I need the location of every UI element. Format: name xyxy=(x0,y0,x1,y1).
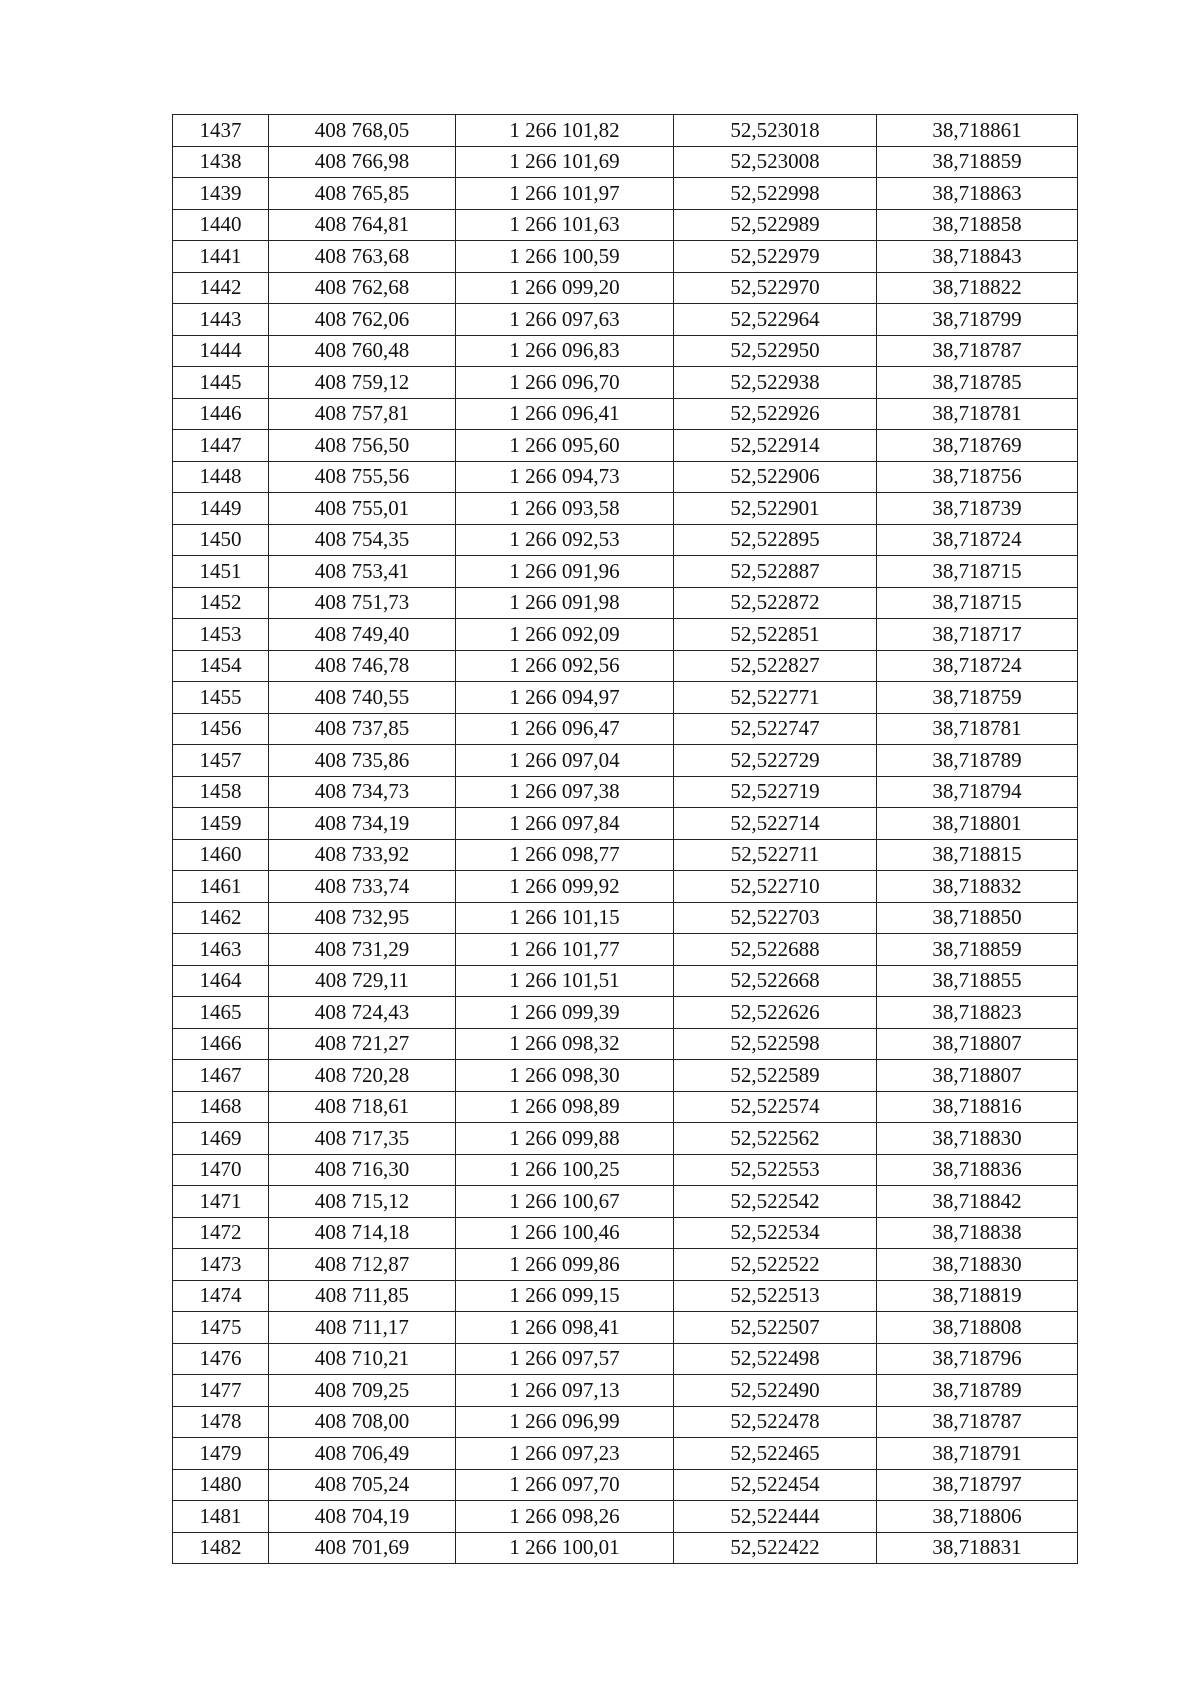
table-row xyxy=(173,1406,1078,1438)
x-coordinate-cell: 408 754,35 xyxy=(269,524,456,556)
y-coordinate-cell: 1 266 091,96 xyxy=(456,556,674,588)
latitude-cell: 52,522668 xyxy=(674,965,877,997)
table-row xyxy=(173,1438,1078,1470)
longitude-cell: 38,718789 xyxy=(877,745,1078,777)
longitude-cell: 38,718808 xyxy=(877,1312,1078,1344)
longitude-cell: 38,718756 xyxy=(877,461,1078,493)
x-coordinate-cell: 408 716,30 xyxy=(269,1154,456,1186)
latitude-cell: 52,522626 xyxy=(674,997,877,1029)
point-number-cell: 1450 xyxy=(173,524,269,556)
point-number-cell: 1445 xyxy=(173,367,269,399)
y-coordinate-cell: 1 266 092,53 xyxy=(456,524,674,556)
table-row xyxy=(173,808,1078,840)
y-coordinate-cell: 1 266 097,57 xyxy=(456,1343,674,1375)
latitude-cell: 52,522719 xyxy=(674,776,877,808)
table-row xyxy=(173,1154,1078,1186)
y-coordinate-cell: 1 266 097,70 xyxy=(456,1469,674,1501)
point-number-cell: 1474 xyxy=(173,1280,269,1312)
y-coordinate-cell: 1 266 100,46 xyxy=(456,1217,674,1249)
latitude-cell: 52,522465 xyxy=(674,1438,877,1470)
latitude-cell: 52,522979 xyxy=(674,241,877,273)
point-number-cell: 1462 xyxy=(173,902,269,934)
x-coordinate-cell: 408 759,12 xyxy=(269,367,456,399)
longitude-cell: 38,718801 xyxy=(877,808,1078,840)
y-coordinate-cell: 1 266 098,30 xyxy=(456,1060,674,1092)
point-number-cell: 1455 xyxy=(173,682,269,714)
y-coordinate-cell: 1 266 094,97 xyxy=(456,682,674,714)
latitude-cell: 52,522914 xyxy=(674,430,877,462)
longitude-cell: 38,718724 xyxy=(877,650,1078,682)
table-row xyxy=(173,493,1078,525)
point-number-cell: 1472 xyxy=(173,1217,269,1249)
y-coordinate-cell: 1 266 097,13 xyxy=(456,1375,674,1407)
point-number-cell: 1480 xyxy=(173,1469,269,1501)
latitude-cell: 52,522714 xyxy=(674,808,877,840)
table-row xyxy=(173,619,1078,651)
table-row xyxy=(173,1123,1078,1155)
point-number-cell: 1461 xyxy=(173,871,269,903)
y-coordinate-cell: 1 266 097,63 xyxy=(456,304,674,336)
latitude-cell: 52,522454 xyxy=(674,1469,877,1501)
longitude-cell: 38,718830 xyxy=(877,1123,1078,1155)
table-row xyxy=(173,997,1078,1029)
point-number-cell: 1476 xyxy=(173,1343,269,1375)
x-coordinate-cell: 408 714,18 xyxy=(269,1217,456,1249)
y-coordinate-cell: 1 266 098,77 xyxy=(456,839,674,871)
point-number-cell: 1471 xyxy=(173,1186,269,1218)
latitude-cell: 52,523018 xyxy=(674,115,877,147)
table-row xyxy=(173,934,1078,966)
table-row xyxy=(173,839,1078,871)
x-coordinate-cell: 408 706,49 xyxy=(269,1438,456,1470)
y-coordinate-cell: 1 266 100,59 xyxy=(456,241,674,273)
x-coordinate-cell: 408 734,73 xyxy=(269,776,456,808)
table-row xyxy=(173,272,1078,304)
x-coordinate-cell: 408 764,81 xyxy=(269,209,456,241)
longitude-cell: 38,718715 xyxy=(877,556,1078,588)
table-row xyxy=(173,1312,1078,1344)
latitude-cell: 52,522970 xyxy=(674,272,877,304)
table-row xyxy=(173,524,1078,556)
x-coordinate-cell: 408 718,61 xyxy=(269,1091,456,1123)
latitude-cell: 52,522490 xyxy=(674,1375,877,1407)
longitude-cell: 38,718859 xyxy=(877,934,1078,966)
y-coordinate-cell: 1 266 092,09 xyxy=(456,619,674,651)
latitude-cell: 52,522895 xyxy=(674,524,877,556)
y-coordinate-cell: 1 266 097,04 xyxy=(456,745,674,777)
table-row xyxy=(173,965,1078,997)
x-coordinate-cell: 408 711,85 xyxy=(269,1280,456,1312)
x-coordinate-cell: 408 701,69 xyxy=(269,1532,456,1564)
longitude-cell: 38,718715 xyxy=(877,587,1078,619)
table-row xyxy=(173,1186,1078,1218)
point-number-cell: 1456 xyxy=(173,713,269,745)
y-coordinate-cell: 1 266 099,88 xyxy=(456,1123,674,1155)
y-coordinate-cell: 1 266 101,15 xyxy=(456,902,674,934)
y-coordinate-cell: 1 266 101,77 xyxy=(456,934,674,966)
table-row xyxy=(173,398,1078,430)
y-coordinate-cell: 1 266 092,56 xyxy=(456,650,674,682)
longitude-cell: 38,718724 xyxy=(877,524,1078,556)
x-coordinate-cell: 408 709,25 xyxy=(269,1375,456,1407)
x-coordinate-cell: 408 763,68 xyxy=(269,241,456,273)
longitude-cell: 38,718836 xyxy=(877,1154,1078,1186)
point-number-cell: 1440 xyxy=(173,209,269,241)
latitude-cell: 52,522534 xyxy=(674,1217,877,1249)
y-coordinate-cell: 1 266 097,84 xyxy=(456,808,674,840)
y-coordinate-cell: 1 266 101,63 xyxy=(456,209,674,241)
x-coordinate-cell: 408 755,56 xyxy=(269,461,456,493)
table-row xyxy=(173,115,1078,147)
table-row xyxy=(173,1028,1078,1060)
table-row xyxy=(173,1217,1078,1249)
y-coordinate-cell: 1 266 099,92 xyxy=(456,871,674,903)
table-row xyxy=(173,304,1078,336)
table-row xyxy=(173,902,1078,934)
y-coordinate-cell: 1 266 098,26 xyxy=(456,1501,674,1533)
table-row xyxy=(173,1343,1078,1375)
longitude-cell: 38,718858 xyxy=(877,209,1078,241)
x-coordinate-cell: 408 732,95 xyxy=(269,902,456,934)
longitude-cell: 38,718799 xyxy=(877,304,1078,336)
latitude-cell: 52,522729 xyxy=(674,745,877,777)
latitude-cell: 52,522589 xyxy=(674,1060,877,1092)
x-coordinate-cell: 408 762,68 xyxy=(269,272,456,304)
longitude-cell: 38,718796 xyxy=(877,1343,1078,1375)
longitude-cell: 38,718781 xyxy=(877,398,1078,430)
point-number-cell: 1449 xyxy=(173,493,269,525)
point-number-cell: 1466 xyxy=(173,1028,269,1060)
table-row xyxy=(173,1469,1078,1501)
latitude-cell: 52,522553 xyxy=(674,1154,877,1186)
x-coordinate-cell: 408 762,06 xyxy=(269,304,456,336)
table-row xyxy=(173,745,1078,777)
latitude-cell: 52,522688 xyxy=(674,934,877,966)
x-coordinate-cell: 408 704,19 xyxy=(269,1501,456,1533)
point-number-cell: 1444 xyxy=(173,335,269,367)
point-number-cell: 1464 xyxy=(173,965,269,997)
y-coordinate-cell: 1 266 096,70 xyxy=(456,367,674,399)
y-coordinate-cell: 1 266 099,39 xyxy=(456,997,674,1029)
point-number-cell: 1477 xyxy=(173,1375,269,1407)
y-coordinate-cell: 1 266 101,82 xyxy=(456,115,674,147)
point-number-cell: 1438 xyxy=(173,146,269,178)
x-coordinate-cell: 408 760,48 xyxy=(269,335,456,367)
latitude-cell: 52,522507 xyxy=(674,1312,877,1344)
point-number-cell: 1439 xyxy=(173,178,269,210)
latitude-cell: 52,522989 xyxy=(674,209,877,241)
longitude-cell: 38,718842 xyxy=(877,1186,1078,1218)
latitude-cell: 52,522771 xyxy=(674,682,877,714)
point-number-cell: 1446 xyxy=(173,398,269,430)
x-coordinate-cell: 408 740,55 xyxy=(269,682,456,714)
x-coordinate-cell: 408 711,17 xyxy=(269,1312,456,1344)
table-row xyxy=(173,461,1078,493)
table-row xyxy=(173,871,1078,903)
x-coordinate-cell: 408 708,00 xyxy=(269,1406,456,1438)
x-coordinate-cell: 408 755,01 xyxy=(269,493,456,525)
latitude-cell: 52,522542 xyxy=(674,1186,877,1218)
x-coordinate-cell: 408 733,92 xyxy=(269,839,456,871)
x-coordinate-cell: 408 765,85 xyxy=(269,178,456,210)
point-number-cell: 1482 xyxy=(173,1532,269,1564)
longitude-cell: 38,718850 xyxy=(877,902,1078,934)
table-row xyxy=(173,1532,1078,1564)
latitude-cell: 52,522478 xyxy=(674,1406,877,1438)
table-row xyxy=(173,367,1078,399)
table-row xyxy=(173,713,1078,745)
point-number-cell: 1470 xyxy=(173,1154,269,1186)
longitude-cell: 38,718789 xyxy=(877,1375,1078,1407)
longitude-cell: 38,718787 xyxy=(877,1406,1078,1438)
longitude-cell: 38,718807 xyxy=(877,1028,1078,1060)
table-row xyxy=(173,1280,1078,1312)
y-coordinate-cell: 1 266 100,25 xyxy=(456,1154,674,1186)
table-row xyxy=(173,1091,1078,1123)
y-coordinate-cell: 1 266 093,58 xyxy=(456,493,674,525)
latitude-cell: 52,522710 xyxy=(674,871,877,903)
point-number-cell: 1463 xyxy=(173,934,269,966)
longitude-cell: 38,718816 xyxy=(877,1091,1078,1123)
latitude-cell: 52,522887 xyxy=(674,556,877,588)
x-coordinate-cell: 408 746,78 xyxy=(269,650,456,682)
point-number-cell: 1460 xyxy=(173,839,269,871)
latitude-cell: 52,522562 xyxy=(674,1123,877,1155)
longitude-cell: 38,718806 xyxy=(877,1501,1078,1533)
table-row xyxy=(173,682,1078,714)
point-number-cell: 1465 xyxy=(173,997,269,1029)
latitude-cell: 52,522901 xyxy=(674,493,877,525)
latitude-cell: 52,522498 xyxy=(674,1343,877,1375)
table-row xyxy=(173,1060,1078,1092)
longitude-cell: 38,718831 xyxy=(877,1532,1078,1564)
point-number-cell: 1469 xyxy=(173,1123,269,1155)
x-coordinate-cell: 408 721,27 xyxy=(269,1028,456,1060)
point-number-cell: 1453 xyxy=(173,619,269,651)
point-number-cell: 1467 xyxy=(173,1060,269,1092)
latitude-cell: 52,522906 xyxy=(674,461,877,493)
y-coordinate-cell: 1 266 095,60 xyxy=(456,430,674,462)
x-coordinate-cell: 408 756,50 xyxy=(269,430,456,462)
y-coordinate-cell: 1 266 099,15 xyxy=(456,1280,674,1312)
point-number-cell: 1452 xyxy=(173,587,269,619)
table-row xyxy=(173,1501,1078,1533)
x-coordinate-cell: 408 734,19 xyxy=(269,808,456,840)
latitude-cell: 52,522703 xyxy=(674,902,877,934)
x-coordinate-cell: 408 735,86 xyxy=(269,745,456,777)
x-coordinate-cell: 408 753,41 xyxy=(269,556,456,588)
latitude-cell: 52,522574 xyxy=(674,1091,877,1123)
longitude-cell: 38,718830 xyxy=(877,1249,1078,1281)
longitude-cell: 38,718794 xyxy=(877,776,1078,808)
table-row xyxy=(173,430,1078,462)
table-row xyxy=(173,776,1078,808)
point-number-cell: 1441 xyxy=(173,241,269,273)
longitude-cell: 38,718815 xyxy=(877,839,1078,871)
latitude-cell: 52,522998 xyxy=(674,178,877,210)
point-number-cell: 1459 xyxy=(173,808,269,840)
latitude-cell: 52,522926 xyxy=(674,398,877,430)
latitude-cell: 52,522827 xyxy=(674,650,877,682)
y-coordinate-cell: 1 266 098,89 xyxy=(456,1091,674,1123)
longitude-cell: 38,718759 xyxy=(877,682,1078,714)
latitude-cell: 52,522522 xyxy=(674,1249,877,1281)
longitude-cell: 38,718863 xyxy=(877,178,1078,210)
point-number-cell: 1442 xyxy=(173,272,269,304)
x-coordinate-cell: 408 737,85 xyxy=(269,713,456,745)
x-coordinate-cell: 408 768,05 xyxy=(269,115,456,147)
latitude-cell: 52,522950 xyxy=(674,335,877,367)
latitude-cell: 52,523008 xyxy=(674,146,877,178)
x-coordinate-cell: 408 712,87 xyxy=(269,1249,456,1281)
longitude-cell: 38,718855 xyxy=(877,965,1078,997)
point-number-cell: 1457 xyxy=(173,745,269,777)
x-coordinate-cell: 408 717,35 xyxy=(269,1123,456,1155)
longitude-cell: 38,718797 xyxy=(877,1469,1078,1501)
y-coordinate-cell: 1 266 099,86 xyxy=(456,1249,674,1281)
longitude-cell: 38,718832 xyxy=(877,871,1078,903)
latitude-cell: 52,522513 xyxy=(674,1280,877,1312)
y-coordinate-cell: 1 266 096,99 xyxy=(456,1406,674,1438)
y-coordinate-cell: 1 266 099,20 xyxy=(456,272,674,304)
x-coordinate-cell: 408 757,81 xyxy=(269,398,456,430)
longitude-cell: 38,718822 xyxy=(877,272,1078,304)
latitude-cell: 52,522964 xyxy=(674,304,877,336)
y-coordinate-cell: 1 266 101,97 xyxy=(456,178,674,210)
x-coordinate-cell: 408 715,12 xyxy=(269,1186,456,1218)
table-row xyxy=(173,587,1078,619)
x-coordinate-cell: 408 731,29 xyxy=(269,934,456,966)
latitude-cell: 52,522872 xyxy=(674,587,877,619)
point-number-cell: 1437 xyxy=(173,115,269,147)
point-number-cell: 1447 xyxy=(173,430,269,462)
y-coordinate-cell: 1 266 097,38 xyxy=(456,776,674,808)
x-coordinate-cell: 408 720,28 xyxy=(269,1060,456,1092)
point-number-cell: 1454 xyxy=(173,650,269,682)
latitude-cell: 52,522851 xyxy=(674,619,877,651)
point-number-cell: 1443 xyxy=(173,304,269,336)
point-number-cell: 1475 xyxy=(173,1312,269,1344)
x-coordinate-cell: 408 710,21 xyxy=(269,1343,456,1375)
table-row xyxy=(173,1375,1078,1407)
table-row xyxy=(173,241,1078,273)
latitude-cell: 52,522711 xyxy=(674,839,877,871)
table-row xyxy=(173,556,1078,588)
longitude-cell: 38,718843 xyxy=(877,241,1078,273)
table-row xyxy=(173,178,1078,210)
y-coordinate-cell: 1 266 096,47 xyxy=(456,713,674,745)
longitude-cell: 38,718769 xyxy=(877,430,1078,462)
table-row xyxy=(173,209,1078,241)
x-coordinate-cell: 408 751,73 xyxy=(269,587,456,619)
y-coordinate-cell: 1 266 098,41 xyxy=(456,1312,674,1344)
coordinates-table xyxy=(172,114,1078,1564)
y-coordinate-cell: 1 266 094,73 xyxy=(456,461,674,493)
table-row xyxy=(173,146,1078,178)
latitude-cell: 52,522444 xyxy=(674,1501,877,1533)
y-coordinate-cell: 1 266 097,23 xyxy=(456,1438,674,1470)
y-coordinate-cell: 1 266 096,83 xyxy=(456,335,674,367)
y-coordinate-cell: 1 266 091,98 xyxy=(456,587,674,619)
x-coordinate-cell: 408 724,43 xyxy=(269,997,456,1029)
latitude-cell: 52,522422 xyxy=(674,1532,877,1564)
longitude-cell: 38,718739 xyxy=(877,493,1078,525)
y-coordinate-cell: 1 266 101,51 xyxy=(456,965,674,997)
y-coordinate-cell: 1 266 096,41 xyxy=(456,398,674,430)
point-number-cell: 1458 xyxy=(173,776,269,808)
longitude-cell: 38,718859 xyxy=(877,146,1078,178)
table-row xyxy=(173,650,1078,682)
y-coordinate-cell: 1 266 100,67 xyxy=(456,1186,674,1218)
y-coordinate-cell: 1 266 098,32 xyxy=(456,1028,674,1060)
longitude-cell: 38,718781 xyxy=(877,713,1078,745)
point-number-cell: 1448 xyxy=(173,461,269,493)
point-number-cell: 1479 xyxy=(173,1438,269,1470)
longitude-cell: 38,718785 xyxy=(877,367,1078,399)
point-number-cell: 1468 xyxy=(173,1091,269,1123)
x-coordinate-cell: 408 749,40 xyxy=(269,619,456,651)
y-coordinate-cell: 1 266 101,69 xyxy=(456,146,674,178)
longitude-cell: 38,718819 xyxy=(877,1280,1078,1312)
coordinates-table-body xyxy=(173,115,1078,1564)
x-coordinate-cell: 408 733,74 xyxy=(269,871,456,903)
longitude-cell: 38,718861 xyxy=(877,115,1078,147)
point-number-cell: 1481 xyxy=(173,1501,269,1533)
point-number-cell: 1478 xyxy=(173,1406,269,1438)
longitude-cell: 38,718791 xyxy=(877,1438,1078,1470)
x-coordinate-cell: 408 766,98 xyxy=(269,146,456,178)
longitude-cell: 38,718823 xyxy=(877,997,1078,1029)
longitude-cell: 38,718838 xyxy=(877,1217,1078,1249)
latitude-cell: 52,522598 xyxy=(674,1028,877,1060)
point-number-cell: 1451 xyxy=(173,556,269,588)
x-coordinate-cell: 408 729,11 xyxy=(269,965,456,997)
latitude-cell: 52,522938 xyxy=(674,367,877,399)
longitude-cell: 38,718787 xyxy=(877,335,1078,367)
table-row xyxy=(173,335,1078,367)
y-coordinate-cell: 1 266 100,01 xyxy=(456,1532,674,1564)
point-number-cell: 1473 xyxy=(173,1249,269,1281)
latitude-cell: 52,522747 xyxy=(674,713,877,745)
longitude-cell: 38,718717 xyxy=(877,619,1078,651)
x-coordinate-cell: 408 705,24 xyxy=(269,1469,456,1501)
table-row xyxy=(173,1249,1078,1281)
longitude-cell: 38,718807 xyxy=(877,1060,1078,1092)
